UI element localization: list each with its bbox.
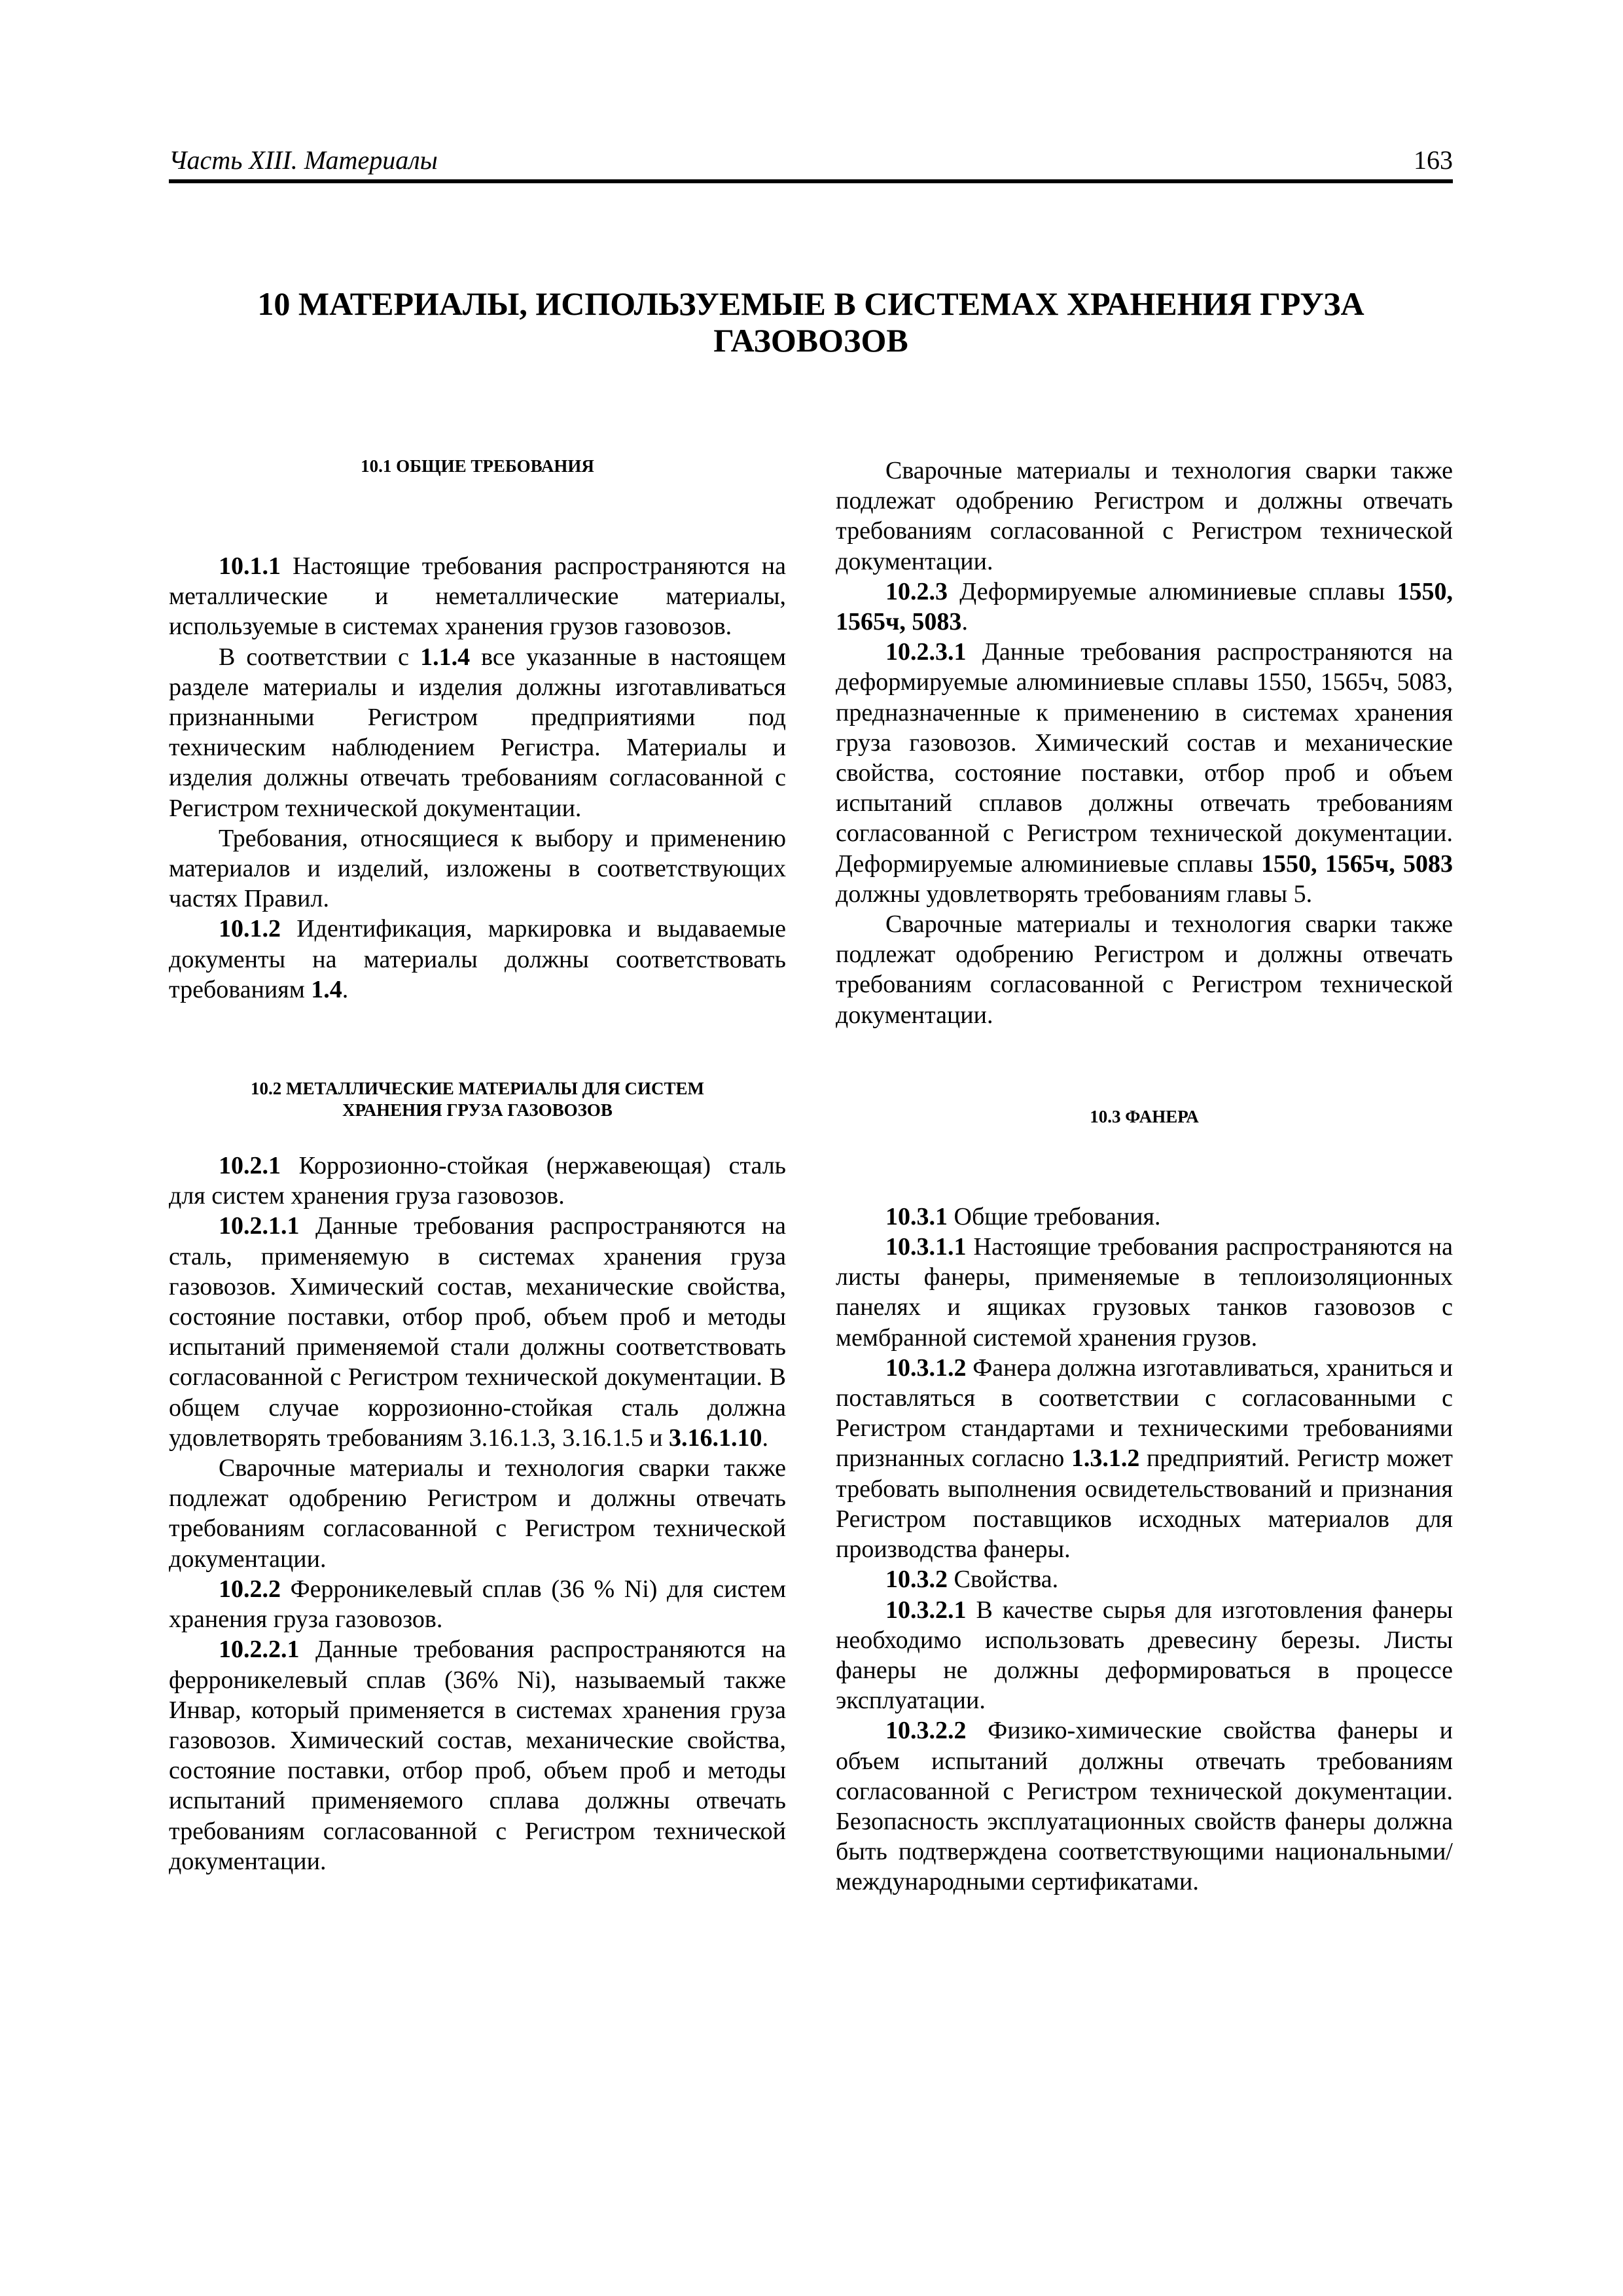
paragraph-10-1-2	[169, 914, 786, 1005]
paragraph-text: Фанера должна изготавливаться, храниться и поставляться в соответствии с согласованными с Регистром стандартами и техническими требованиями признанных согласно	[836, 1354, 1453, 1473]
right-column	[836, 456, 1453, 1897]
section-heading-line2: ХРАНЕНИЯ ГРУЗА ГАЗОВОЗОВ	[342, 1100, 613, 1121]
paragraph-text: должны удовлетворять требованиям главы 5.	[836, 880, 1313, 908]
paragraph-text: Настоящие требования распространяются на листы фанеры, применяемые в теплоизоляционных панелях и ящиках грузовых танков газовозов с мембранной системой хранения грузов.	[836, 1233, 1453, 1352]
paragraph-10-2-3	[836, 577, 1453, 637]
section-heading-10-2	[169, 1078, 786, 1121]
paragraph-10-3-1	[836, 1202, 1453, 1232]
clause-number: 10.3.2.2	[885, 1717, 967, 1745]
clause-number: 10.2.2.1	[219, 1636, 300, 1664]
clause-number: 10.2.2	[219, 1575, 281, 1603]
clause-number: 10.2.1	[219, 1152, 281, 1180]
paragraph-10-3-2-1	[836, 1595, 1453, 1716]
clause-reference: 3.16.1.10	[669, 1424, 762, 1452]
paragraph-text: Данные требования распространяются на деформируемые алюминиевые сплавы 1550, 1565ч, 5083, предназначенные к применению в системах хранения груза газовозов. Химический состав и механические свойства, состояние поставки, отбор проб и объем испытаний сплавов должны отвечать требованиям согласованной с Регистром технической документации. Деформируемые алюминиевые сплавы	[836, 638, 1453, 878]
paragraph-10-3-1-2	[836, 1353, 1453, 1564]
paragraph-10-2-3-1	[836, 637, 1453, 909]
clause-number: 10.2.3	[885, 577, 948, 605]
paragraph-text: Сварочные материалы и технология сварки также подлежат одобрению Регистром и должны отвечать требованиям согласованной с Регистром технической документации.	[836, 910, 1453, 1029]
paragraph-text: Сварочные материалы и технология сварки также подлежат одобрению Регистром и должны отвечать требованиям согласованной с Регистром технической документации.	[836, 457, 1453, 575]
paragraph-text: Коррозионно-стойкая (нержавеющая) сталь для систем хранения груза газовозов.	[169, 1152, 786, 1210]
paragraph-10-3-1-1	[836, 1232, 1453, 1353]
clause-number: 10.3.1.2	[885, 1354, 967, 1382]
paragraph-10-2-3-welding	[836, 909, 1453, 1030]
paragraph-text: Сварочные материалы и технология сварки также подлежат одобрению Регистром и должны отвечать требованиям согласованной с Регистром технической документации.	[169, 1454, 786, 1573]
paragraph-text: предприятий. Регистр может требовать выполнения освидетельствований и признания Регистром поставщиков исходных материалов для производства фанеры.	[836, 1444, 1453, 1564]
paragraph-text: .	[762, 1424, 769, 1452]
section-heading-10-1: 10.1 ОБЩИЕ ТРЕБОВАНИЯ	[361, 456, 594, 476]
clause-number: 10.2.3.1	[885, 638, 967, 666]
paragraph-10-2-1	[169, 1151, 786, 1211]
paragraph-text: Деформируемые алюминиевые сплавы	[948, 577, 1397, 605]
clause-number: 10.1.2	[219, 915, 281, 943]
clause-reference: 1550, 1565ч, 5083	[836, 577, 1453, 636]
paragraph-text: Данные требования распространяются на ферроникелевый сплав (36% Ni), называемый также Инвар, который применяется в системах хранения груза газовозов. Химический состав, механические свойства, состояние поставки, отбор проб, объем проб и методы испытаний применяемого сплава должны отвечать требованиям согласованной с Регистром технической документации.	[169, 1636, 786, 1875]
clause-reference: 1.1.4	[420, 643, 471, 671]
clause-number: 10.1.1	[219, 552, 281, 580]
paragraph-text: Требования, относящиеся к выбору и применению материалов и изделий, изложены в соответствующих частях Правил.	[169, 824, 786, 913]
paragraph-text: Идентификация, маркировка и выдаваемые документы на материалы должны соответствовать требованиям	[169, 915, 786, 1003]
paragraph-10-2-1-welding	[169, 1453, 786, 1574]
chapter-title	[169, 285, 1453, 359]
clause-reference: 1550, 1565ч, 5083	[1261, 850, 1453, 878]
part-title: Часть XIII. Материалы	[169, 145, 438, 175]
paragraph-text: В соответствии с	[219, 643, 421, 671]
paragraph-text: Общие требования.	[948, 1202, 1161, 1230]
clause-reference: 1.4	[311, 975, 342, 1003]
section-heading-10-3: 10.3 ФАНЕРА	[1090, 1106, 1199, 1126]
section-heading-line1: 10.2 МЕТАЛЛИЧЕСКИЕ МАТЕРИАЛЫ ДЛЯ СИСТЕМ	[251, 1079, 704, 1099]
paragraph-10-2-2	[169, 1574, 786, 1634]
chapter-title-line1: 10 МАТЕРИАЛЫ, ИСПОЛЬЗУЕМЫЕ В СИСТЕМАХ ХРАНЕНИЯ ГРУЗА	[257, 285, 1364, 322]
paragraph-text: Настоящие требования распространяются на металлические и неметаллические материалы, используемые в системах хранения грузов газовозов.	[169, 552, 786, 641]
paragraph-text: Свойства.	[948, 1566, 1059, 1594]
paragraph-text: В качестве сырья для изготовления фанеры необходимо использовать древесину березы. Листы фанеры не должны деформироваться в процессе эксплуатации.	[836, 1596, 1453, 1715]
clause-number: 10.2.1.1	[219, 1212, 300, 1240]
paragraph-text: .	[961, 608, 968, 636]
paragraph-10-1-1-b	[169, 642, 786, 823]
paragraph-10-3-2-2	[836, 1715, 1453, 1897]
paragraph-10-1-1	[169, 551, 786, 642]
paragraph-text: .	[342, 975, 349, 1003]
paragraph-text: Данные требования распространяются на сталь, применяемую в системах хранения груза газовозов. Химический состав, механические свойства, состояние поставки, отбор проб, объем проб и методы испытаний применяемой стали должны соответствовать согласованной с Регистром технической документации. В общем случае коррозионно-стойкая сталь должна удовлетворять требованиям 3.16.1.3, 3.16.1.5 и	[169, 1212, 786, 1452]
clause-number: 10.3.1	[885, 1202, 948, 1230]
running-header	[169, 139, 1453, 183]
paragraph-text: Ферроникелевый сплав (36 % Ni) для систем хранения груза газовозов.	[169, 1575, 786, 1634]
paragraph-text: Физико-химические свойства фанеры и объем испытаний должны отвечать требованиям согласованной с Регистром технической документации. Безопасность эксплуатационных свойств фанеры должна быть подтверждена соответствующими национальными/международными сертификатами.	[836, 1717, 1453, 1896]
clause-reference: 1.3.1.2	[1071, 1444, 1140, 1473]
left-column	[169, 456, 786, 1876]
clause-number: 10.3.2.1	[885, 1596, 967, 1624]
chapter-title-line2: ГАЗОВОЗОВ	[713, 322, 908, 359]
paragraph-10-2-1-1	[169, 1211, 786, 1453]
paragraph-10-1-1-c	[169, 823, 786, 914]
paragraph-10-2-2-1	[169, 1634, 786, 1876]
paragraph-10-3-2	[836, 1564, 1453, 1594]
clause-number: 10.3.1.1	[885, 1233, 967, 1261]
clause-number: 10.3.2	[885, 1566, 948, 1594]
paragraph-text: все указанные в настоящем разделе материалы и изделия должны изготавливаться признанными Регистром предприятиями под техническим наблюдением Регистра. Материалы и изделия должны отвечать требованиям согласованной с Регистром технической документации.	[169, 643, 786, 822]
paragraph-10-2-2-welding	[836, 456, 1453, 577]
page-number: 163	[1414, 145, 1453, 175]
